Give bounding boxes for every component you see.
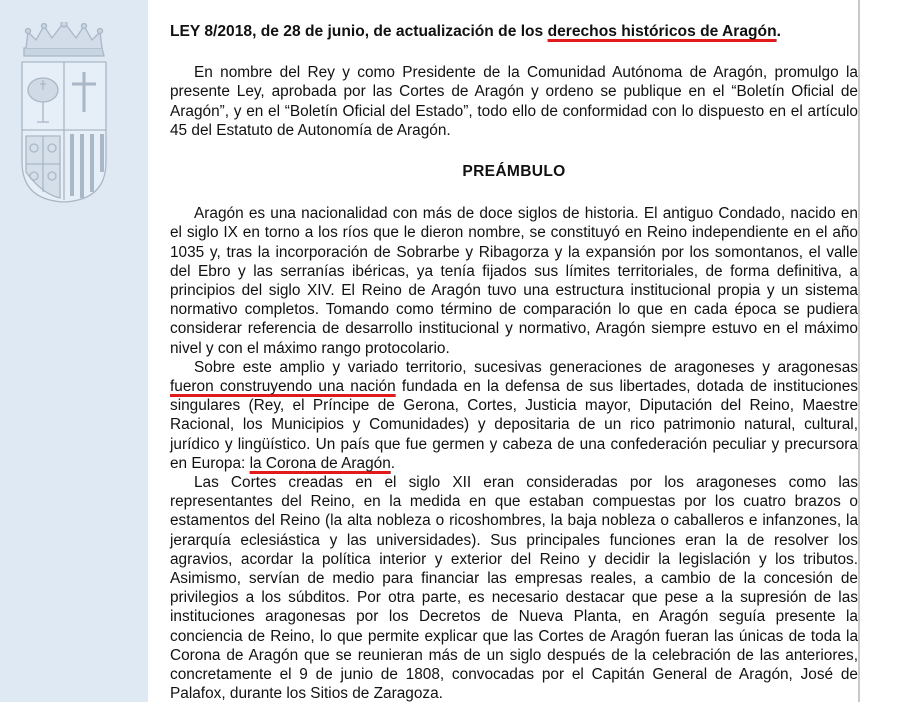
- paragraph-2-text-c: .: [390, 454, 396, 472]
- paragraph-2-text-a: Sobre este amplio y variado territorio, sucesivas generaciones de aragoneses y aragonesas: [194, 358, 858, 376]
- paragraph-2-text-b: fundada en la defensa de sus libertades, dotada de instituciones singulares (Rey, el Príncipe de Gerona, Cortes, Justicia mayor, Diputación del Reino, Maestre Racional, los Municipios y Comunidades) y depositaria de un rico patrimonio natural, cultural, jurídico y lingüístico. Un país que fue germen y cabeza de una confederación peculiar y precursora en Europa:: [170, 378, 858, 472]
- preamble-heading: PREÁMBULO: [462, 163, 566, 181]
- preamble-paragraph-2: [170, 358, 858, 473]
- law-title-highlight: derechos históricos de Aragón: [547, 23, 777, 40]
- sidebar-band: [0, 0, 148, 702]
- law-title: [170, 22, 858, 41]
- law-title-suffix: .: [776, 23, 781, 40]
- preamble-paragraph-1: Aragón es una nacionalidad con más de doce siglos de historia. El antiguo Condado, nacido en el siglo IX en torno a los ríos que le dieron nombre, se constituyó en Reino independiente en el año 1035 y, tras la incorporación de Sobrarbe y Ribagorza y la expansión por los somontanos, el valle del Ebro y las serranías ibéricas, ya tenía fijados sus límites territoriales, de forma definitiva, a principios del siglo XIV. El Reino de Aragón tuvo una estructura institucional propia y un sistema normativo completos. Tomando como término de comparación lo que en cada época se pudiera considerar referencia de desarrollo institucional y normativo, Aragón siempre estuvo en el máximo nivel y con el máximo rango protocolario.: [170, 205, 858, 357]
- aragon-coat-of-arms-icon: [18, 22, 110, 204]
- highlight-nation: fueron construyendo una nación: [170, 378, 396, 396]
- law-title-prefix: LEY 8/2018, de 28 de junio, de actualización de los: [170, 23, 548, 40]
- preamble-paragraph-3: Las Cortes creadas en el siglo XII eran consideradas por los aragoneses como las representantes del Reino, en la medida en que estaban compuestas por los cuatro brazos o estamentos del Reino (la alta nobleza o ricoshombres, la baja nobleza o caballeros e infanzones, la jerarquía eclesiástica y las universidades). Sus principales funciones eran la de resolver los agravios, acordar la política interior y exterior del Reino y decidir la legislación y los tributos. Asimismo, servían de medio para financiar las empresas reales, a cambio de la concesión de privilegios a los súbditos. Por otra parte, es necesario destacar que pese a la supresión de las instituciones aragonesas por los Decretos de Nueva Planta, en Aragón seguía presente la conciencia de Reino, lo que permite explicar que las Cortes de Aragón fueran las únicas de toda la Corona de Aragón que se reunieran más de un siglo después de la celebración de las anteriores, concretamente el 9 de junio de 1808, convocadas por el Capitán General de Aragón, José de Palafox, durante los Sitios de Zaragoza.: [170, 474, 858, 703]
- promulgation-paragraph: En nombre del Rey y como Presidente de la Comunidad Autónoma de Aragón, promulgo la presente Ley, aprobada por las Cortes de Aragón y ordeno se publique en el “Boletín Oficial de Aragón”, y en el “Boletín Oficial del Estado”, todo ello de conformidad con lo dispuesto en el artículo 45 del Estatuto de Autonomía de Aragón.: [170, 64, 858, 139]
- page-margin-rule: [858, 0, 860, 702]
- document-body: [170, 22, 858, 704]
- highlight-crown: la Corona de Aragón: [249, 454, 391, 472]
